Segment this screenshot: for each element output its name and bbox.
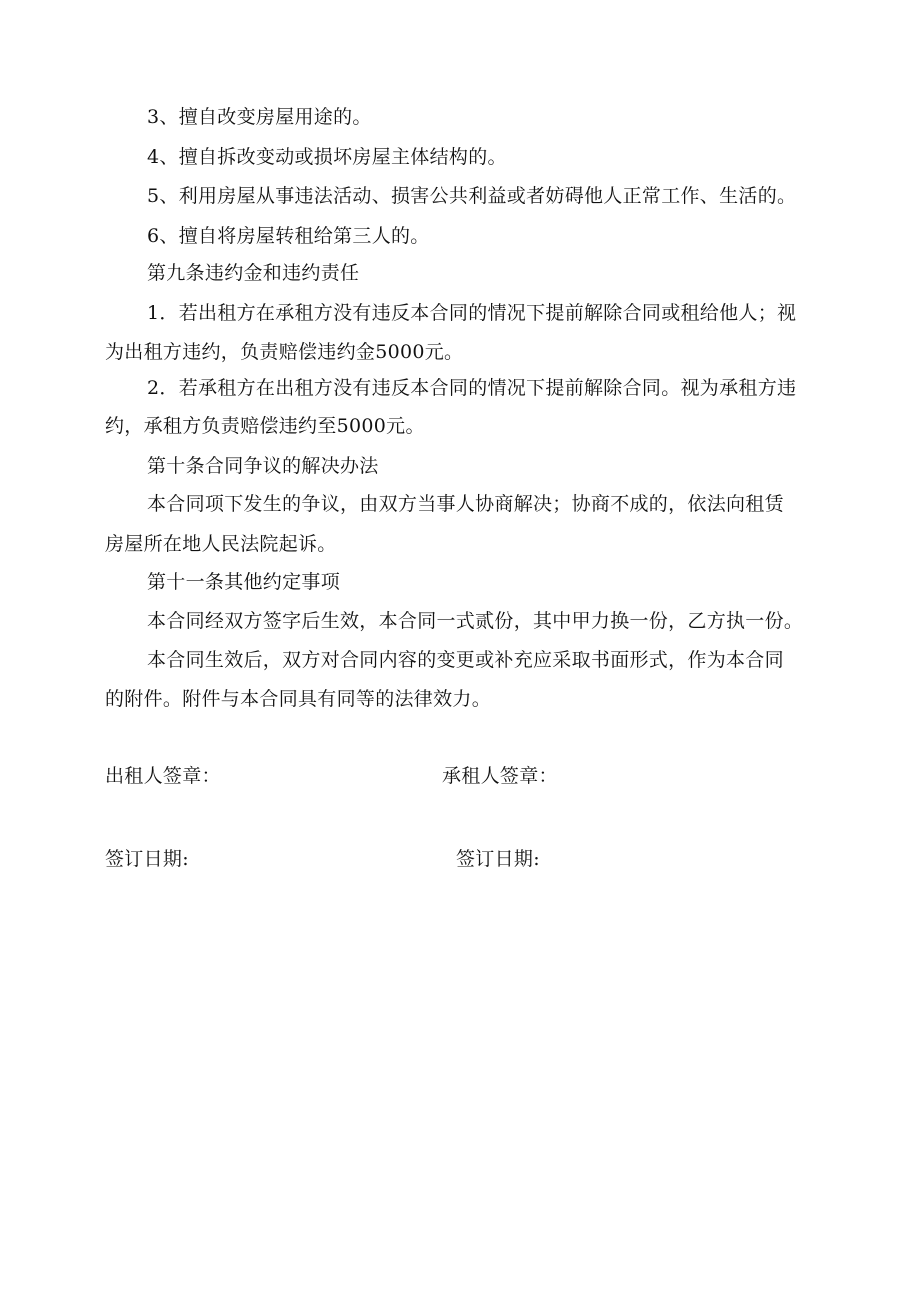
- clause-item-6: 6、擅自将房屋转租给第三人的。: [147, 225, 430, 247]
- article-11-para-2-line-1: 本合同生效后，双方对合同内容的变更或补充应采取书面形式，作为本合同: [147, 649, 784, 671]
- clause-item-3: 3、擅自改变房屋用途的。: [147, 106, 372, 128]
- lessor-signature-label: 出租人签章：: [105, 765, 221, 787]
- article-9-heading: 第九条违约金和违约责任: [147, 262, 360, 284]
- article-10-body-line-1: 本合同项下发生的争议，由双方当事人协商解决；协商不成的，依法向租赁: [147, 493, 784, 515]
- lessee-date-label: 签订日期:: [456, 848, 540, 870]
- article-11-heading: 第十一条其他约定事项: [147, 571, 341, 593]
- article-11-para-1: 本合同经双方签字后生效，本合同一式贰份，其中甲力换一份，乙方执一份。: [147, 610, 804, 632]
- article-9-item-2-line-2: 约，承租方负责赔偿违约至5000元。: [105, 415, 425, 437]
- lessee-signature-label: 承租人签章：: [442, 765, 558, 787]
- article-11-para-2-line-2: 的附件。附件与本合同具有同等的法律效力。: [105, 688, 492, 710]
- article-10-body-line-2: 房屋所在地人民法院起诉。: [105, 533, 337, 555]
- article-9-item-1-line-2: 为出租方违约，负责赔偿违约金5000元。: [105, 341, 464, 363]
- lessor-date-label: 签订日期:: [105, 848, 189, 870]
- article-9-item-1-line-1: 1．若出租方在承租方没有违反本合同的情况下提前解除合同或租给他人；视: [147, 302, 797, 324]
- clause-item-4: 4、擅自拆改变动或损坏房屋主体结构的。: [147, 146, 507, 168]
- article-9-item-2-line-1: 2．若承租方在出租方没有违反本合同的情况下提前解除合同。视为承租方违: [147, 377, 797, 399]
- article-10-heading: 第十条合同争议的解决办法: [147, 455, 379, 477]
- clause-item-5: 5、利用房屋从事违法活动、损害公共利益或者妨碍他人正常工作、生活的。: [147, 185, 797, 207]
